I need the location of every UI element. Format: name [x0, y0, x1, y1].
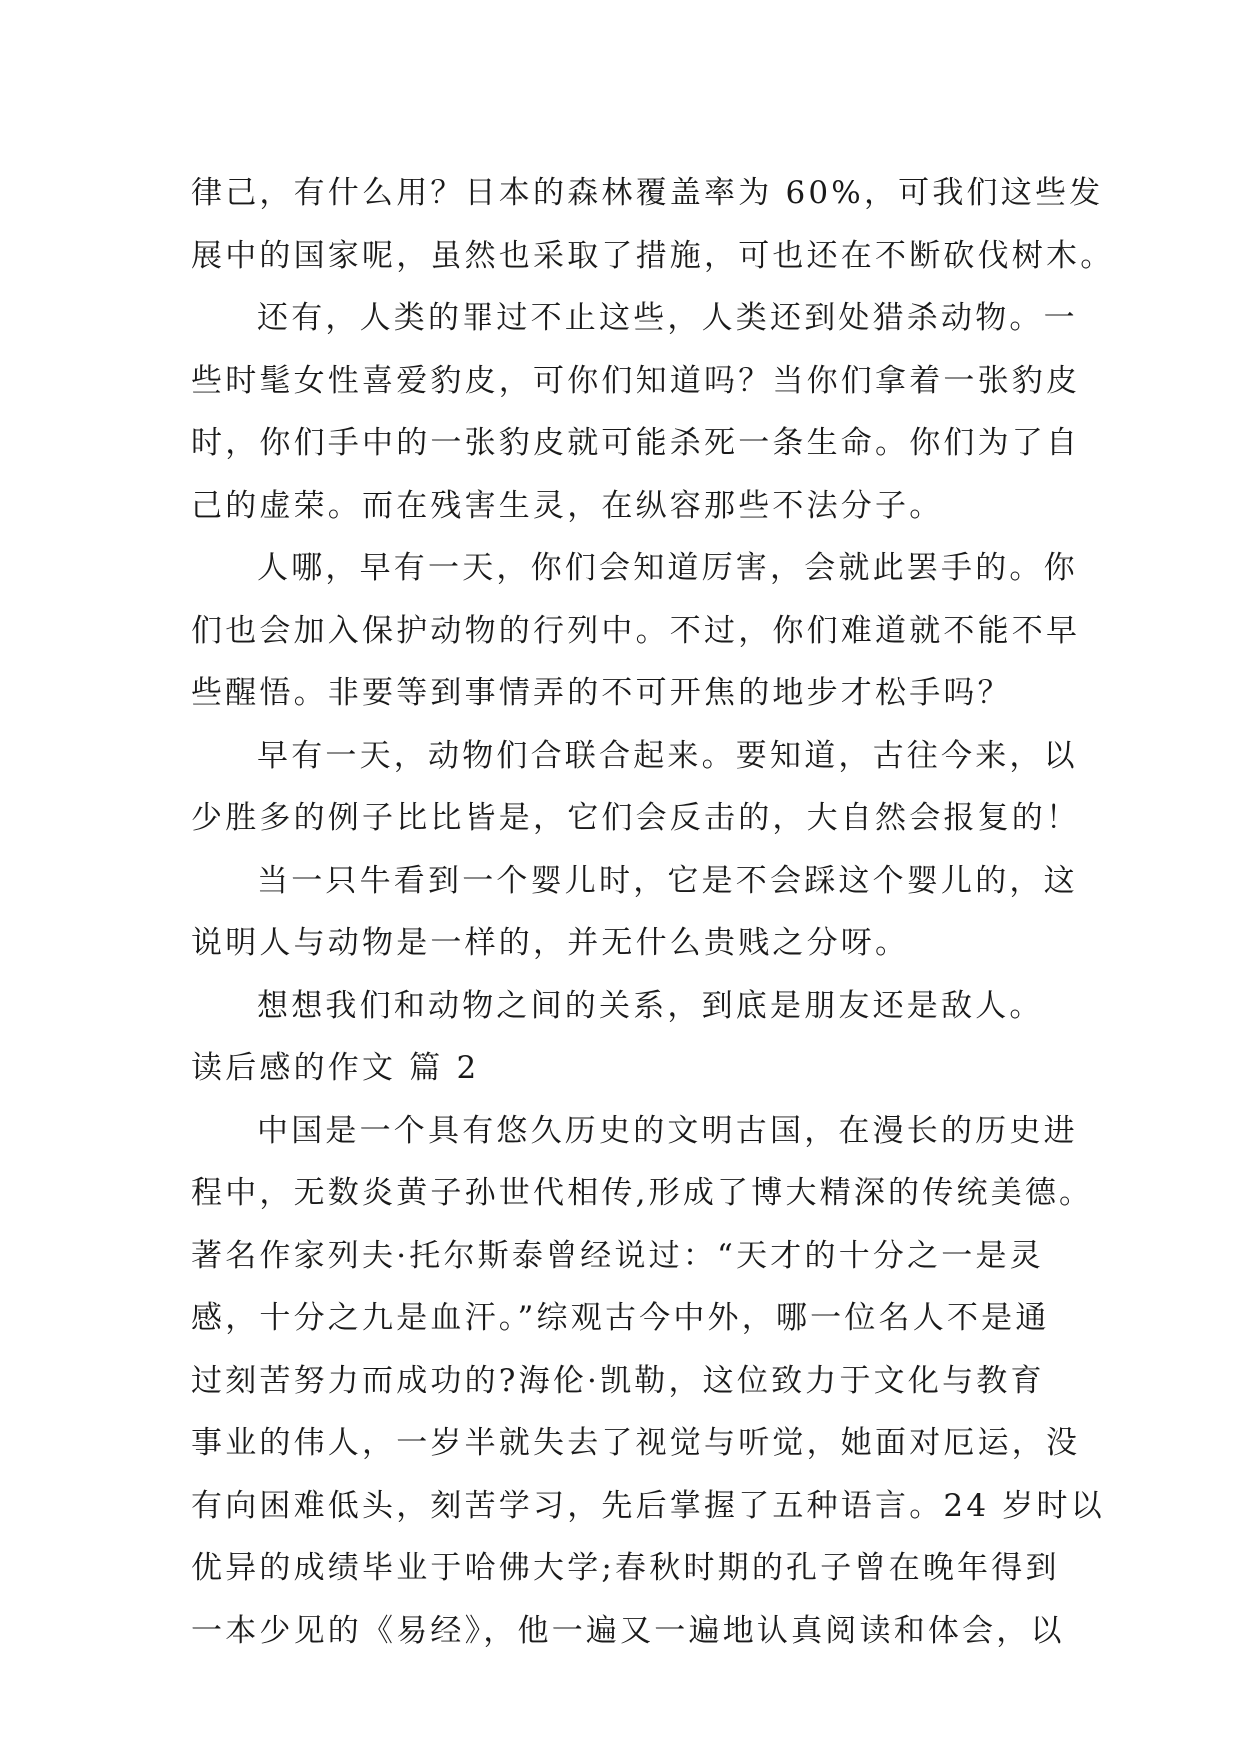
paragraph-start-line: 中国是一个具有悠久历史的文明古国，在漫长的历史进 [257, 1112, 1078, 1149]
paragraph-start-line: 人哪，早有一天，你们会知道厉害，会就此罢手的。你 [257, 550, 1078, 586]
paragraph-start-line: 想想我们和动物之间的关系，到底是朋友还是敌人。 [257, 987, 1044, 1024]
text-line: 展中的国家呢，虽然也采取了措施，可也还在不断砍伐树木。 [191, 237, 1115, 274]
text-line: 说明人与动物是一样的，并无什么贵贱之分呀。 [191, 925, 910, 961]
text-line: 律己，有什么用？日本的森林覆盖率为 60%，可我们这些发 [191, 175, 1104, 211]
paragraph-start-line: 早有一天，动物们合联合起来。要知道，古往今来，以 [257, 737, 1078, 774]
text-line: 优异的成绩毕业于哈佛大学;春秋时期的孔子曾在晚年得到 [191, 1550, 1060, 1586]
text-line: 事业的伟人，一岁半就失去了视觉与听觉，她面对厄运，没 [191, 1425, 1081, 1461]
text-line: 感，十分之九是血汗。”综观古今中外，哪一位名人不是通 [191, 1300, 1050, 1336]
text-line: 少胜多的例子比比皆是，它们会反击的，大自然会报复的！ [191, 800, 1081, 836]
text-line: 时，你们手中的一张豹皮就可能杀死一条生命。你们为了自 [191, 425, 1081, 461]
text-line: 过刻苦努力而成功的?海伦·凯勒，这位致力于文化与教育 [191, 1362, 1045, 1399]
text-line: 些时髦女性喜爱豹皮，可你们知道吗？当你们拿着一张豹皮 [191, 362, 1081, 399]
text-line: 一本少见的《易经》，他一遍又一遍地认真阅读和体会，以 [191, 1612, 1065, 1649]
section-heading: 读后感的作文 篇 2 [191, 1050, 480, 1086]
text-line: 著名作家列夫·托尔斯泰曾经说过：“天才的十分之一是灵 [191, 1237, 1044, 1274]
text-line: 有向困难低头，刻苦学习，先后掌握了五种语言。24 岁时以 [191, 1487, 1105, 1524]
paragraph-start-line: 还有，人类的罪过不止这些，人类还到处猎杀动物。一 [257, 300, 1078, 336]
text-line: 们也会加入保护动物的行列中。不过，你们难道就不能不早 [191, 612, 1081, 649]
text-line: 己的虚荣。而在残害生灵，在纵容那些不法分子。 [191, 487, 944, 524]
text-line: 程中，无数炎黄子孙世代相传,形成了博大精深的传统美德。 [191, 1175, 1094, 1211]
text-line: 些醒悟。非要等到事情弄的不可开焦的地步才松手吗？ [191, 675, 1012, 711]
document-body [191, 162, 1115, 1662]
paragraph-start-line: 当一只牛看到一个婴儿时，它是不会踩这个婴儿的，这 [257, 862, 1078, 899]
